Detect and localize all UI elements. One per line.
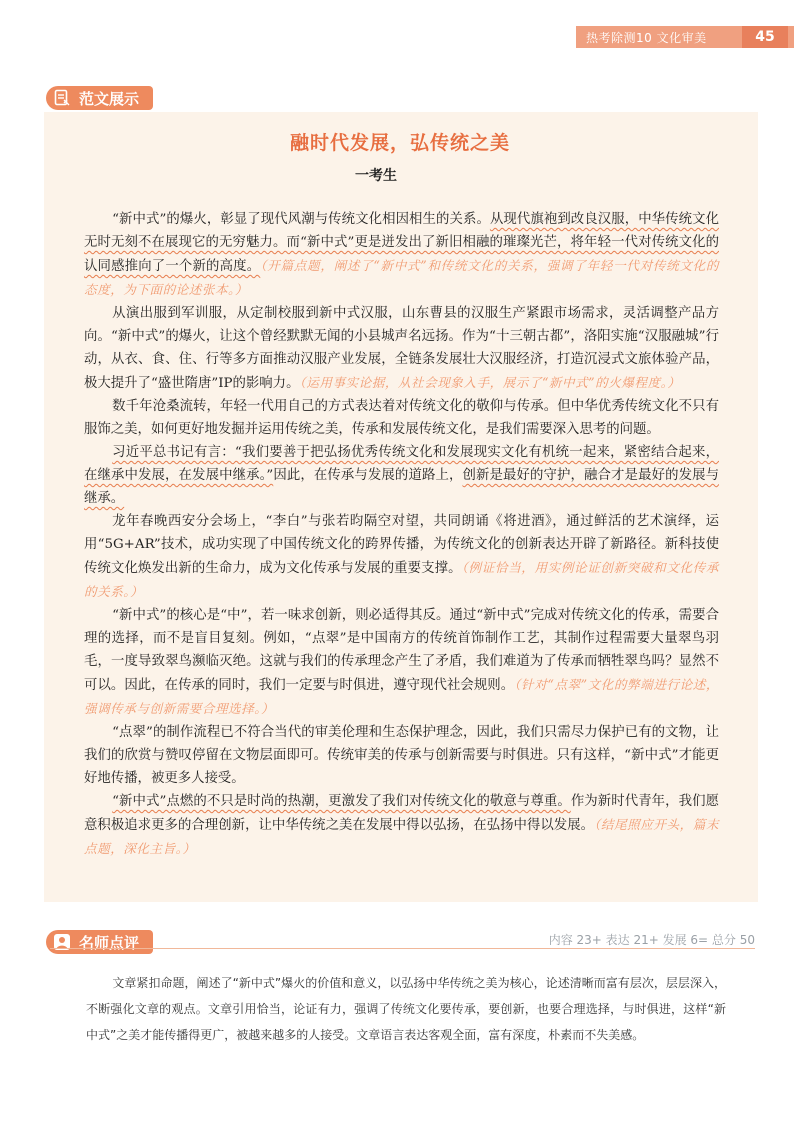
- essay-paragraph: [84, 604, 719, 721]
- page-header: [576, 26, 794, 48]
- essay-paragraph: [84, 510, 719, 604]
- essay-paragraph: [84, 208, 719, 302]
- paragraph-text: 从演出服到军训服，从定制校服到新中式汉服，山东曹县的汉服生产紧跟市场需求，灵活调整产品方向。“新中式”的爆火，让这个曾经默默无闻的小县城声名远扬。作为“十三朝古都”，洛阳实施“汉服融城”行动，从衣、食、住、行等多方面推动汉服产业发展，全链条发展壮大汉服经济，打造沉浸式文旅体验产品，极大提升了“盛世隋唐”IP的影响力。: [84, 306, 719, 391]
- paragraph-text: “点翠”的制作流程已不符合当代的审美伦理和生态保护理念，因此，我们只需尽力保护已有的文物，让我们的欣赏与赞叹停留在文物层面即可。传统审美的传承与创新需要与时俱进。只有这样，“新中式”才能更好地传播，被更多人接受。: [84, 725, 719, 786]
- essay-paragraph: [84, 395, 719, 441]
- header-section-title: 热考除测10 文化审美: [586, 30, 707, 45]
- annotation-comment: （例证恰当，用实例论证创新突破和文化传承的关系。）: [84, 560, 719, 599]
- essay-body: [84, 208, 719, 861]
- essay-paragraph: [84, 302, 719, 395]
- essay-paragraph: [84, 441, 719, 510]
- essay-paragraph: [84, 721, 719, 790]
- highlighted-sentence: 创新是最好的守护，融合才是最好的发展与继承。: [84, 468, 719, 506]
- annotation-comment: （针对“点翠”文化的弊端进行论述，强调传承与创新需要合理选择。）: [84, 677, 720, 716]
- highlighted-sentence: 习近平总书记有言：“我们要善于把弘扬优秀传统文化和发展现实文化有机统一起来，紧密结合起来，在继承中发展，在发展中继承。”: [84, 445, 719, 483]
- model-essay-label: 范文展示: [79, 89, 140, 108]
- paragraph-text: 因此，在传承与发展的道路上，: [273, 468, 463, 483]
- teacher-avatar-icon: [51, 932, 73, 952]
- paragraph-text: 龙年春晚西安分会场上，“李白”与张若昀隔空对望，共同朗诵《将进酒》，通过鲜活的艺术演绎，运用“5G+AR”技术，成功实现了中国传统文化的跨界传播，为传统文化的创新表达开辟了新路径。新科技使传统文化焕发出新的生命力，成为文化传承与发展的重要支撑。: [84, 514, 719, 576]
- paragraph-text: “新中式”的核心是“中”，若一味求创新，则必适得其反。通过“新中式”完成对传统文化的传承，需要合理的选择，而不是盲目复刻。例如，“点翠”是中国南方的传统首饰制作工艺，其制作过程需要大量翠鸟羽毛，一度导致翠鸟濒临灭绝。这就与我们的传承理念产生了矛盾，我们难道为了传承而牺牲翠鸟吗？显然不可以。因此，在传承的同时，我们一定要与时俱进，遵守现代社会规则。: [84, 608, 719, 693]
- score-line: 内容 23+ 表达 21+ 发展 6= 总分 50: [548, 933, 755, 947]
- annotation-comment: （开篇点题，阐述了“新中式”和传统文化的关系，强调了年轻一代对传统文化的态度，为下面的论述张本。）: [84, 258, 720, 297]
- paragraph-text: 数千年沧桑流转，年轻一代用自己的方式表达着对传统文化的敬仰与传承。但中华优秀传统文化不只有服饰之美，如何更好地发掘并运用传统之美，传承和发展传统文化，是我们需要深入思考的问题。: [84, 399, 719, 437]
- essay-author: 一考生: [355, 168, 397, 184]
- essay-paragraph: [84, 790, 719, 861]
- page-number: 45: [742, 26, 788, 48]
- review-comment: 文章紧扣命题，阐述了“新中式”爆火的价值和意义，以弘扬中华传统之美为核心，论述清晰而富有层次，层层深入，不断强化文章的观点。文章引用恰当，论证有力，强调了传统文化要传承，要创新，也要合理选择，与时俱进，这样“新中式”之美才能传播得更广，被越来越多的人接受。文章语言表达客观全面，富有深度，朴素而不失美感。: [86, 976, 726, 1042]
- highlighted-sentence: “新中式”点燃的不只是时尚的热潮，更激发了我们对传统文化的敬意与尊重。: [112, 794, 571, 809]
- paragraph-text: 作为新时代青年，我们愿意积极追求更多的合理创新，让中华传统之美在发展中得以弘扬，在弘扬中得以发展。: [84, 794, 719, 833]
- teacher-review-label: 名师点评: [79, 933, 140, 952]
- essay-title: 融时代发展，弘传统之美: [289, 132, 510, 154]
- model-essay-tag: [46, 86, 153, 110]
- paragraph-text: “新中式”的爆火，彰显了现代风潮与传统文化相因相生的关系。: [112, 212, 490, 227]
- teacher-review-tag: [46, 930, 153, 954]
- annotation-comment: （运用事实论据，从社会现象入手，展示了“新中式”的火爆程度。）: [299, 375, 681, 390]
- highlighted-sentence: 从现代旗袍到改良汉服，中华传统文化无时无刻不在展现它的无穷魅力。而“新中式”更是迸发出了新旧相融的璀璨光芒，将年轻一代对传统文化的认同感推向了一个新的高度。: [84, 212, 719, 274]
- review-divider: [50, 948, 755, 949]
- document-icon: [51, 88, 73, 108]
- annotation-comment: （结尾照应开头，篇末点题，深化主旨。）: [84, 817, 720, 856]
